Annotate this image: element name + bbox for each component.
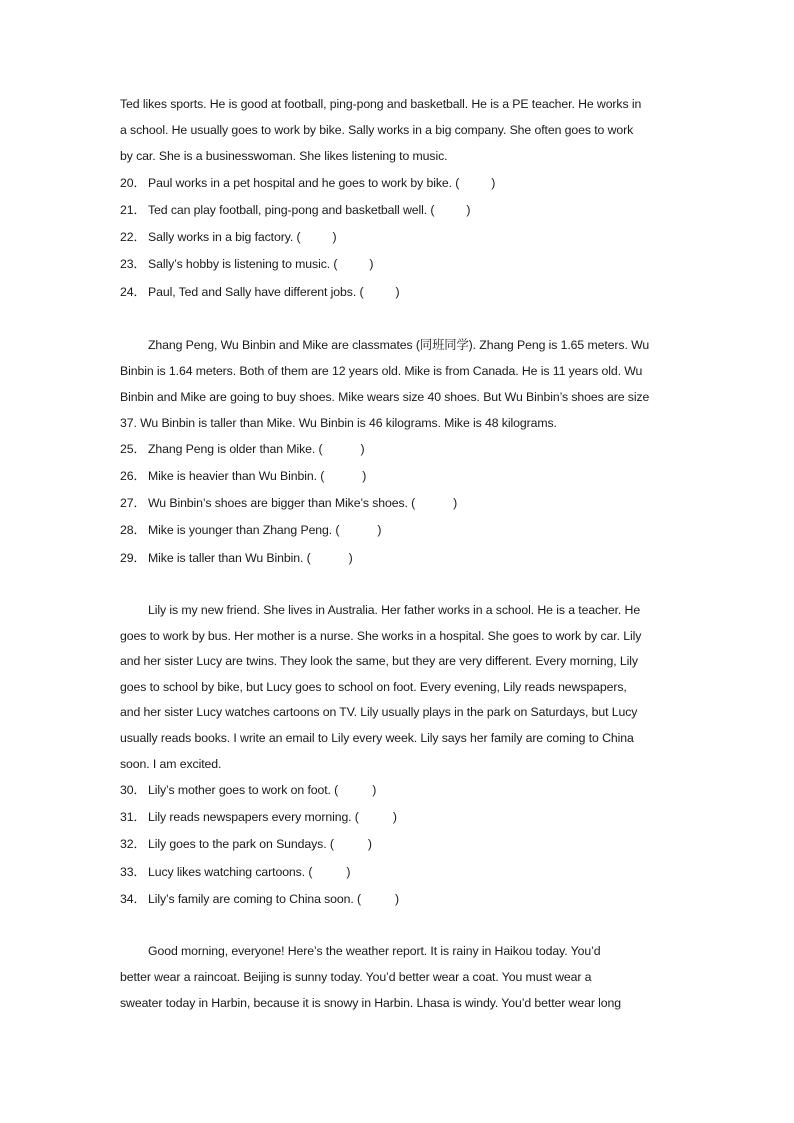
question-text: Zhang Peng is older than Mike. (: [148, 442, 323, 456]
question-31: [120, 809, 397, 825]
passage-4-line-1: Good morning, everyone! Here’s the weather report. It is rainy in Haikou today. You’d: [148, 944, 601, 958]
question-close: ): [377, 523, 382, 537]
passage-1-line-1: Ted likes sports. He is good at football, ping-pong and basketball. He is a PE teacher. He works in: [120, 97, 642, 111]
question-number: 25．: [120, 442, 146, 456]
question-close: ): [453, 496, 458, 510]
question-close: ): [346, 865, 351, 879]
question-text: Lily’s family are coming to China soon. (: [148, 892, 362, 906]
question-number: 22．: [120, 230, 146, 244]
question-21: [120, 202, 470, 218]
passage-3-line-7: soon. I am excited.: [120, 757, 222, 771]
question-text: Lucy likes watching cartoons. (: [148, 865, 313, 879]
passage-4-line-3: sweater today in Harbin, because it is snowy in Harbin. Lhasa is windy. You’d better wear long: [120, 996, 621, 1010]
question-close: ): [360, 442, 365, 456]
passage-1-line-2: a school. He usually goes to work by bike. Sally works in a big company. She often goes to work: [120, 123, 634, 137]
passage-4-line-2: better wear a raincoat. Beijing is sunny today. You’d better wear a coat. You must wear a: [120, 970, 592, 984]
question-number: 32．: [120, 837, 146, 851]
passage-3-line-5: and her sister Lucy watches cartoons on TV. Lily usually plays in the park on Saturdays, but Lucy: [120, 705, 638, 719]
question-number: 26．: [120, 469, 146, 483]
question-number: 34．: [120, 892, 146, 906]
question-text: Lily goes to the park on Sundays. (: [148, 837, 334, 851]
passage-3-line-1: Lily is my new friend. She lives in Australia. Her father works in a school. He is a teacher. He: [148, 603, 641, 617]
question-22: [120, 229, 337, 245]
question-close: ): [372, 783, 377, 797]
question-text: Paul, Ted and Sally have different jobs. (: [148, 285, 364, 299]
question-text: Lily’s mother goes to work on foot. (: [148, 783, 339, 797]
question-28: [120, 522, 381, 538]
question-close: ): [332, 230, 337, 244]
question-close: ): [395, 285, 400, 299]
question-number: 20．: [120, 176, 146, 190]
passage-2-line-2: Binbin is 1.64 meters. Both of them are 12 years old. Mike is from Canada. He is 11 years old. Wu: [120, 364, 643, 378]
question-text: Paul works in a pet hospital and he goes to work by bike. (: [148, 176, 460, 190]
question-number: 33．: [120, 865, 146, 879]
question-number: 24．: [120, 285, 146, 299]
passage-2-line-3: Binbin and Mike are going to buy shoes. Mike wears size 40 shoes. But Wu Binbin’s shoes are size: [120, 390, 650, 404]
passage-3-line-2: goes to work by bus. Her mother is a nurse. She works in a hospital. She goes to work by car. Lily: [120, 629, 642, 643]
question-number: 30．: [120, 783, 146, 797]
question-close: ): [369, 257, 374, 271]
passage-2-line-1: Zhang Peng, Wu Binbin and Mike are classmates (同班同学). Zhang Peng is 1.65 meters. Wu: [148, 338, 650, 352]
question-29: [120, 550, 353, 566]
question-text: Lily reads newspapers every morning. (: [148, 810, 359, 824]
question-33: [120, 864, 350, 880]
question-number: 23．: [120, 257, 146, 271]
question-close: ): [491, 176, 496, 190]
question-text: Mike is taller than Wu Binbin. (: [148, 551, 311, 565]
passage-3-line-3: and her sister Lucy are twins. They look the same, but they are very different. Every morning, Lily: [120, 654, 638, 668]
question-32: [120, 836, 372, 852]
question-close: ): [395, 892, 400, 906]
passage-3-line-4: goes to school by bike, but Lucy goes to school on foot. Every evening, Lily reads newspapers,: [120, 680, 627, 694]
passage-3-line-6: usually reads books. I write an email to Lily every week. Lily says her family are coming to China: [120, 731, 634, 745]
question-text: Sally’s hobby is listening to music. (: [148, 257, 338, 271]
question-number: 29．: [120, 551, 146, 565]
question-close: ): [466, 203, 471, 217]
question-23: [120, 256, 373, 272]
question-number: 31．: [120, 810, 146, 824]
question-text: Mike is heavier than Wu Binbin. (: [148, 469, 325, 483]
question-number: 21．: [120, 203, 146, 217]
question-30: [120, 782, 376, 798]
question-close: ): [348, 551, 353, 565]
question-number: 27．: [120, 496, 146, 510]
question-25: [120, 441, 365, 457]
question-20: [120, 175, 495, 191]
question-number: 28．: [120, 523, 146, 537]
question-close: ): [392, 810, 397, 824]
question-close: ): [362, 469, 367, 483]
question-text: Mike is younger than Zhang Peng. (: [148, 523, 340, 537]
passage-2-line-4: 37. Wu Binbin is taller than Mike. Wu Binbin is 46 kilograms. Mike is 48 kilograms.: [120, 416, 557, 430]
question-26: [120, 468, 366, 484]
question-27: [120, 495, 457, 511]
question-text: Ted can play football, ping-pong and basketball well. (: [148, 203, 435, 217]
question-24: [120, 284, 399, 300]
question-text: Wu Binbin’s shoes are bigger than Mike’s shoes. (: [148, 496, 416, 510]
question-close: ): [367, 837, 372, 851]
question-34: [120, 891, 399, 907]
passage-1-line-3: by car. She is a businesswoman. She likes listening to music.: [120, 149, 448, 163]
question-text: Sally works in a big factory. (: [148, 230, 301, 244]
